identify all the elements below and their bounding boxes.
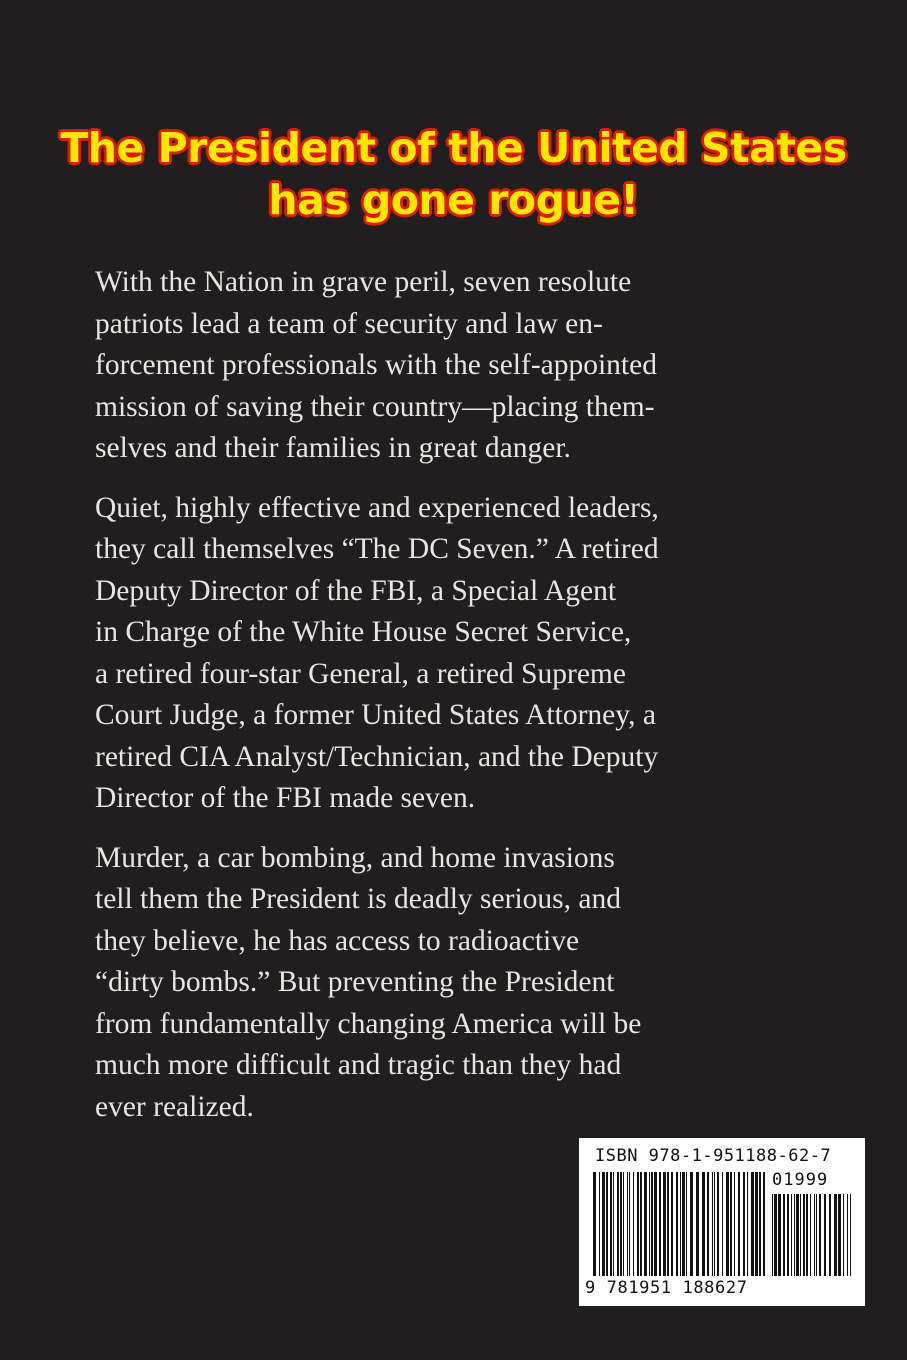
barcode-bar	[787, 1194, 789, 1276]
barcode-bar	[829, 1194, 831, 1276]
barcode-bar	[676, 1172, 678, 1276]
barcode-bar	[627, 1172, 628, 1276]
barcode-bar	[738, 1172, 740, 1276]
barcode-bar	[772, 1194, 773, 1276]
text-line: “dirty bombs.” But preventing the President	[95, 966, 615, 998]
barcode-bar	[834, 1194, 837, 1276]
barcode-bar	[806, 1194, 808, 1276]
barcode-bar	[663, 1172, 666, 1276]
barcode-bar	[654, 1172, 657, 1276]
text-line: Court Judge, a former United States Attorney, a	[95, 699, 656, 731]
text-line: they believe, he has access to radioactive	[95, 924, 580, 957]
barcode-bars	[593, 1172, 765, 1276]
text-line: Murder, a car bombing, and home invasions	[95, 841, 615, 874]
price-code: 01999	[772, 1170, 829, 1190]
headline	[60, 122, 847, 226]
barcode-bar	[649, 1172, 650, 1276]
text-line: Quiet, highly effective and experienced leaders,	[95, 491, 659, 524]
headline-line-1: The President of the United States	[60, 124, 847, 172]
barcode-bar	[850, 1194, 851, 1276]
barcode-bar	[717, 1172, 719, 1276]
barcode-bar	[838, 1194, 841, 1276]
barcode-bar	[726, 1172, 729, 1276]
barcode-bar	[743, 1172, 745, 1276]
barcode-bar	[778, 1194, 781, 1276]
barcode-bar	[690, 1172, 693, 1276]
barcode-bar	[606, 1172, 608, 1276]
headline-line-2: has gone rogue!	[268, 176, 639, 224]
barcode-bar	[671, 1172, 673, 1276]
barcode-bar	[794, 1194, 795, 1276]
barcode-bar	[816, 1194, 817, 1276]
barcode-bar	[680, 1172, 681, 1276]
barcode-bar	[651, 1172, 653, 1276]
barcode-bar	[759, 1172, 761, 1276]
barcode-bar	[747, 1172, 748, 1276]
text-line: mission of saving their country—placing them-	[95, 390, 655, 423]
barcode-bar	[707, 1172, 709, 1276]
barcode-bar	[620, 1172, 622, 1276]
barcode-bar	[623, 1172, 624, 1276]
barcode-bar	[637, 1172, 639, 1276]
barcode-bar	[633, 1172, 634, 1276]
barcode-bar	[714, 1172, 715, 1276]
barcode-bar	[712, 1172, 713, 1276]
text-line: in Charge of the White House Secret Service,	[95, 616, 632, 648]
barcode-bar	[659, 1172, 661, 1276]
isbn-label: ISBN 978-1-951188-62-7	[595, 1146, 832, 1166]
text-line: a retired four-star General, a retired Supreme	[95, 657, 626, 690]
text-line: much more difficult and tragic than they had	[95, 1049, 622, 1081]
barcode-bar	[763, 1172, 765, 1276]
blurb	[95, 262, 811, 1146]
barcode-bar	[702, 1172, 705, 1276]
barcode-bar	[617, 1172, 619, 1276]
text-line: Director of the FBI made seven.	[95, 782, 476, 814]
text-line: selves and their families in great danger.	[95, 432, 571, 464]
barcode-bar	[682, 1172, 685, 1276]
text-line: ever realized.	[95, 1090, 254, 1123]
barcode-bar	[613, 1172, 614, 1276]
barcode-bar	[602, 1172, 605, 1276]
text-line: they call themselves “The DC Seven.” A retired	[95, 533, 659, 565]
barcode-bar	[751, 1172, 754, 1276]
barcode-digits: 9 781951 188627	[585, 1278, 748, 1298]
barcode-bar	[847, 1194, 848, 1276]
barcode-bar	[696, 1172, 699, 1276]
paragraph-2	[95, 488, 811, 820]
barcode-bar	[824, 1194, 826, 1276]
barcode-bar	[644, 1172, 647, 1276]
barcode-bar	[810, 1194, 811, 1276]
barcode-bar	[791, 1194, 792, 1276]
barcode-bar	[722, 1172, 723, 1276]
text-line: tell them the President is deadly serious, and	[95, 883, 621, 915]
paragraph-3	[95, 838, 811, 1129]
barcode-bar	[803, 1194, 805, 1276]
barcode-bar	[796, 1194, 799, 1276]
price-barcode-bars	[772, 1194, 852, 1276]
text-line: patriots lead a team of security and law en-	[95, 307, 603, 340]
barcode-bar	[755, 1172, 758, 1276]
text-line: With the Nation in grave peril, seven resolute	[95, 266, 632, 298]
barcode-bar	[774, 1194, 777, 1276]
barcode-bar	[686, 1172, 687, 1276]
barcode-bar	[593, 1172, 596, 1276]
isbn-barcode	[579, 1138, 865, 1306]
text-line: forcement professionals with the self-appointed	[95, 349, 657, 381]
barcode-bar	[783, 1194, 785, 1276]
barcode-bar	[610, 1172, 612, 1276]
barcode-bar	[800, 1194, 801, 1276]
barcode-bar	[843, 1194, 844, 1276]
barcode-bar	[730, 1172, 732, 1276]
text-line: Deputy Director of the FBI, a Special Agent	[95, 574, 617, 607]
barcode-bar	[667, 1172, 669, 1276]
barcode-bar	[734, 1172, 735, 1276]
barcode-bar	[819, 1194, 821, 1276]
barcode-bar	[814, 1194, 815, 1276]
barcode-bar	[599, 1172, 600, 1276]
text-line: from fundamentally changing America will be	[95, 1007, 642, 1040]
barcode-bar	[640, 1172, 642, 1276]
text-line: retired CIA Analyst/Technician, and the Deputy	[95, 740, 659, 773]
barcode-bar	[629, 1172, 630, 1276]
paragraph-1	[95, 262, 811, 470]
